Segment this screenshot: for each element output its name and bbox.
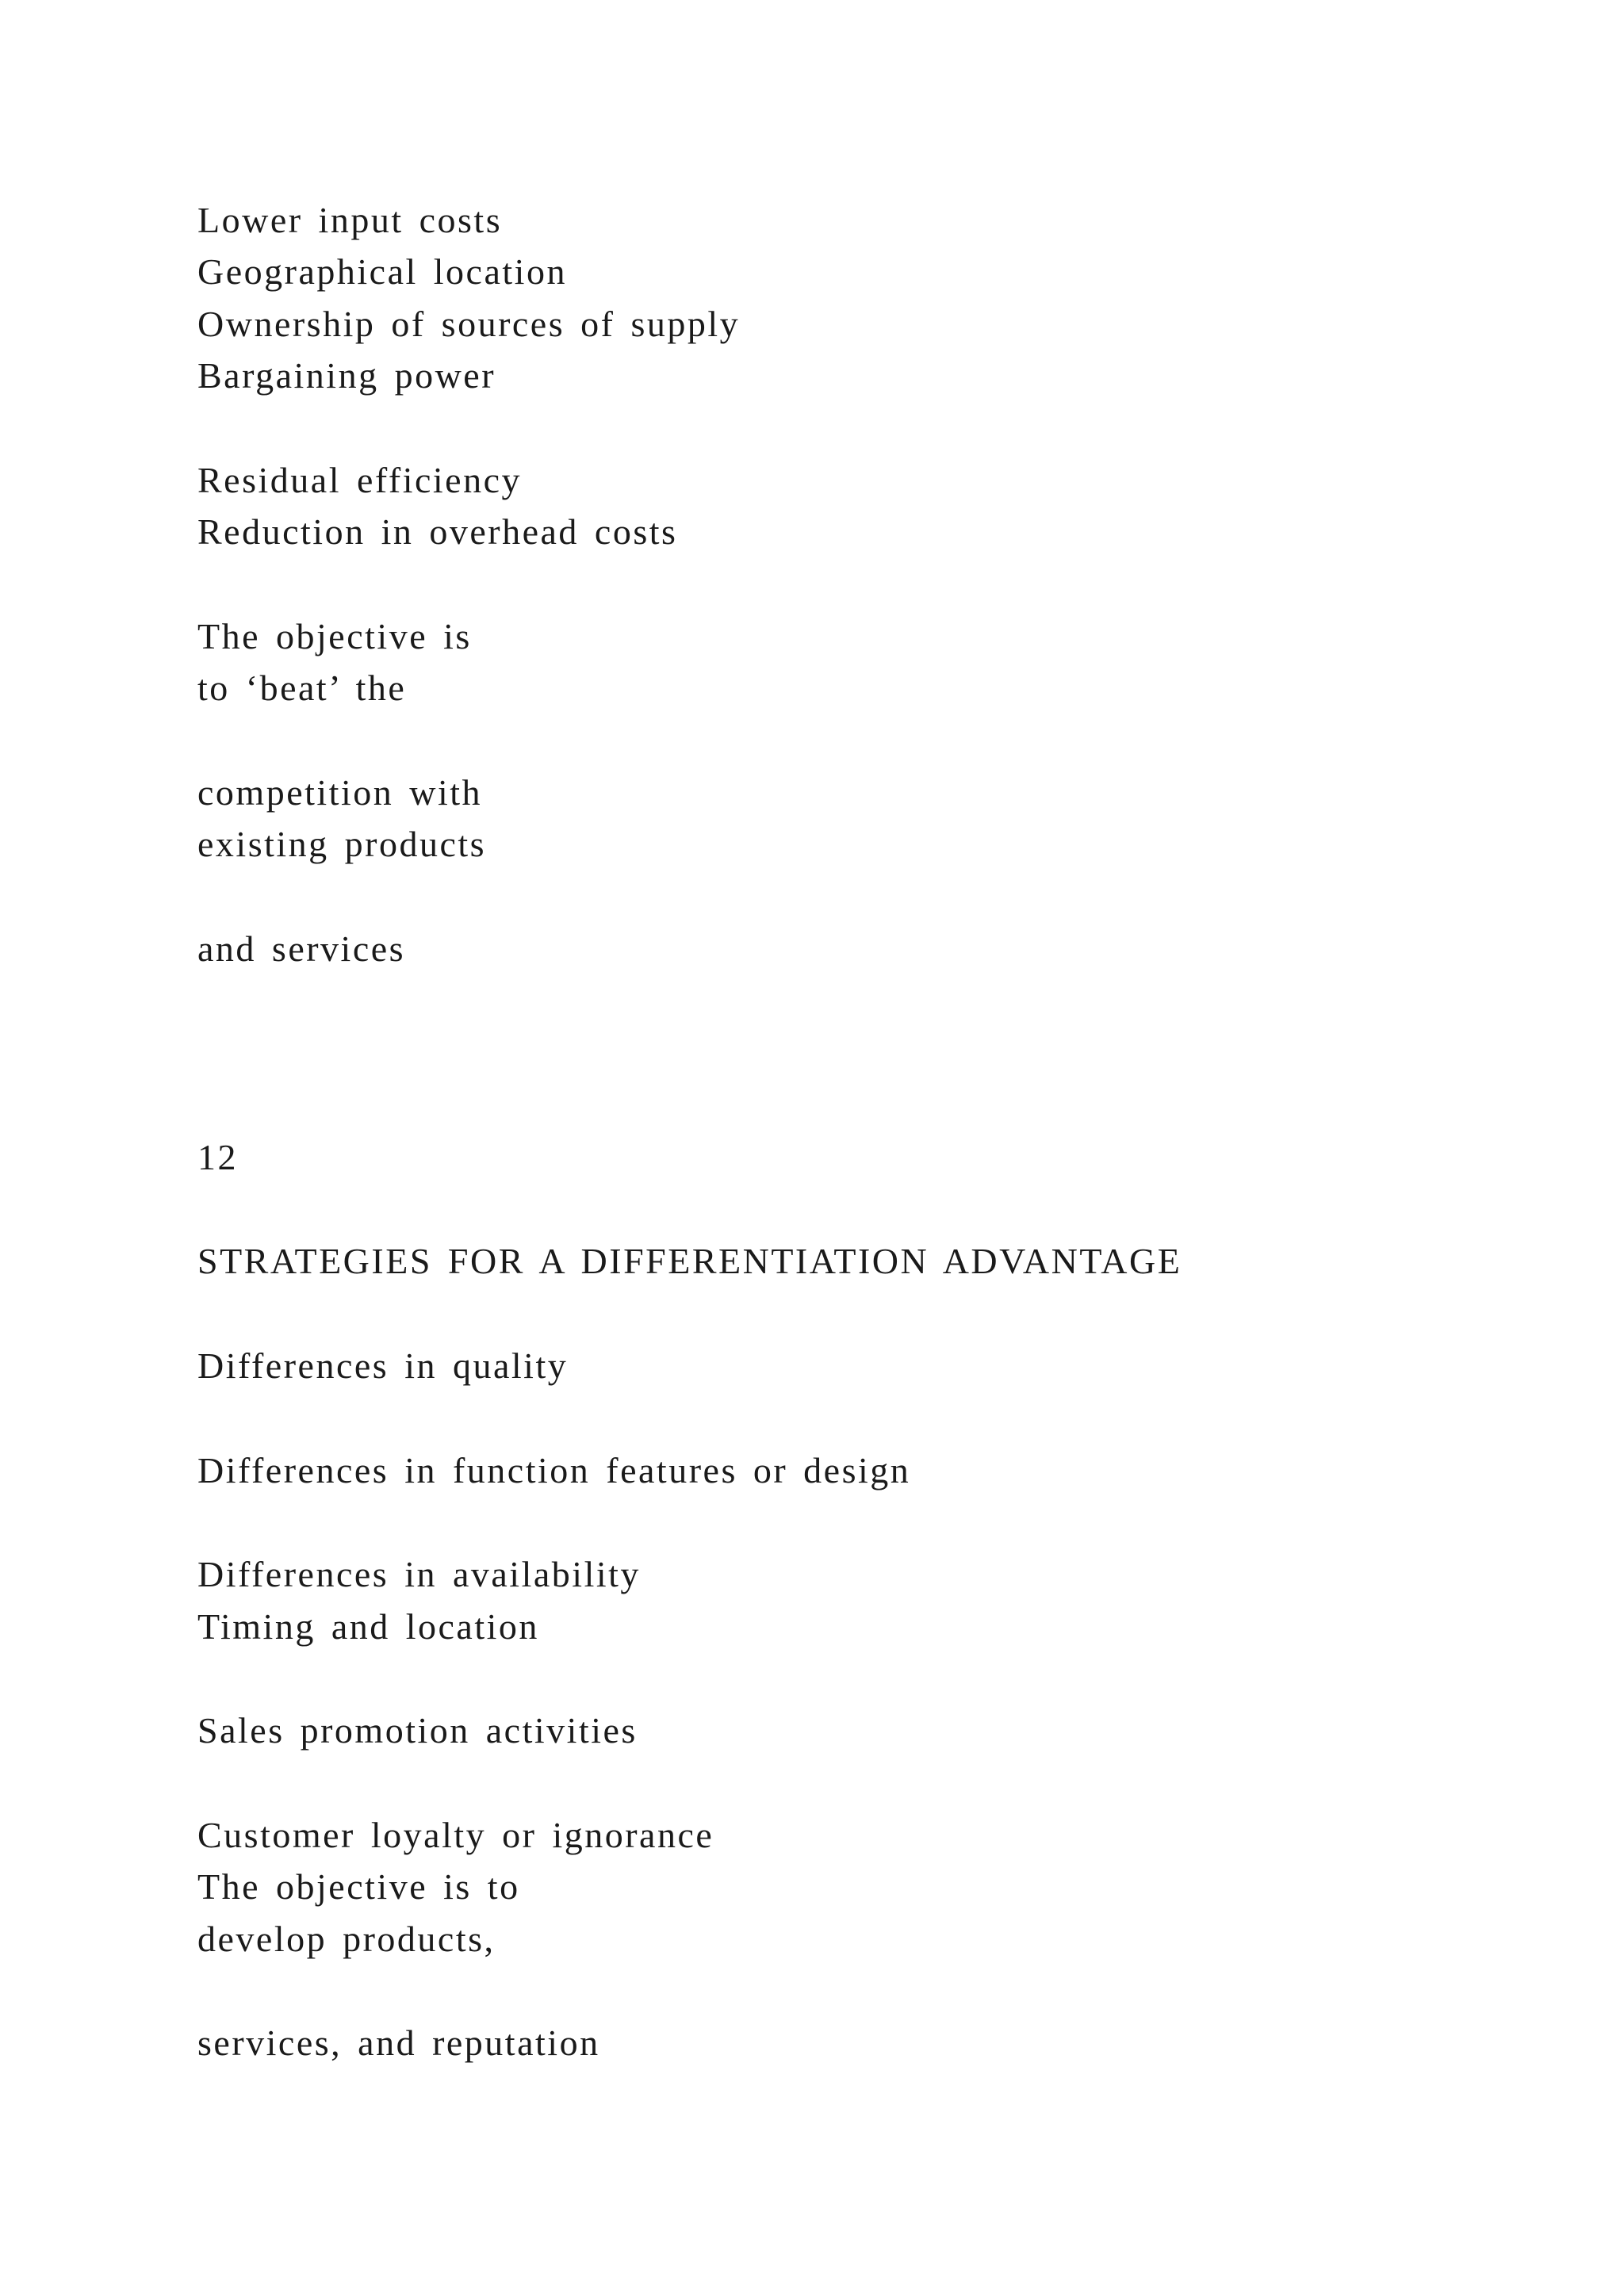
text-line: Ownership of sources of supply <box>197 304 741 344</box>
text-line: Bargaining power <box>197 355 496 396</box>
text-line: Lower input costs <box>197 200 503 240</box>
page-number: 12 <box>197 1137 238 1177</box>
text-line: The objective is to <box>197 1866 520 1907</box>
text-line: and services <box>197 928 406 969</box>
text-line: Differences in quality <box>197 1345 569 1386</box>
text-line: to ‘beat’ the <box>197 668 407 708</box>
text-line: Sales promotion activities <box>197 1710 638 1751</box>
text-line: develop products, <box>197 1919 496 1959</box>
section-heading: STRATEGIES FOR A DIFFERENTIATION ADVANTAGE <box>197 1241 1182 1281</box>
text-line: Differences in function features or design <box>197 1450 911 1490</box>
text-line: Customer loyalty or ignorance <box>197 1815 714 1855</box>
text-line: competition with <box>197 772 483 813</box>
text-line: existing products <box>197 824 487 864</box>
text-line: services, and reputation <box>197 2022 600 2063</box>
text-line: Timing and location <box>197 1606 539 1647</box>
text-line: Residual efficiency <box>197 460 523 500</box>
text-line: Differences in availability <box>197 1554 641 1594</box>
text-line: Geographical location <box>197 251 567 292</box>
text-line: Reduction in overhead costs <box>197 511 678 552</box>
text-line: The objective is <box>197 616 472 656</box>
